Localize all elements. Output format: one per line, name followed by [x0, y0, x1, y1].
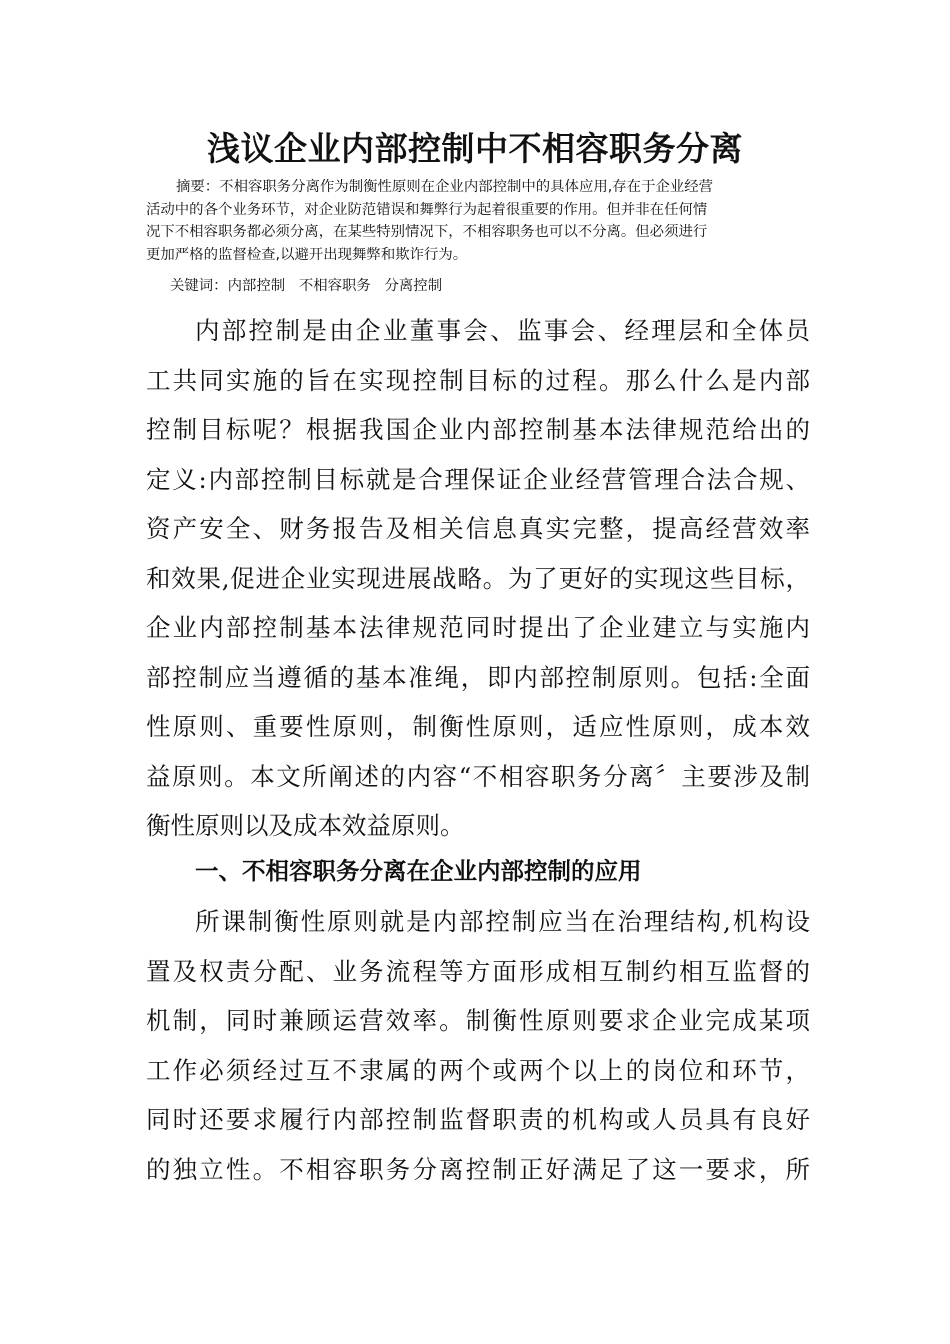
paragraph-line: 同时还要求履行内部控制监督职责的机构或人员具有良好: [146, 1105, 810, 1134]
paragraph-line: 益原则。本文所阐述的内容“不相容职务分离〞主要涉及制: [146, 761, 810, 791]
paragraph-line: 和效果,促进企业实现进展战略。为了更好的实现这些目标，: [146, 563, 810, 593]
document-title: 浅议企业内部控制中不相容职务分离: [207, 129, 743, 168]
paragraph-intro: [146, 306, 810, 851]
abstract: [146, 176, 811, 266]
paragraph-line: 内部控制是由企业董事会、监事会、经理层和全体员: [195, 316, 810, 345]
paragraph-line: 定义:内部控制目标就是合理保证企业经营管理合法合规、: [146, 464, 810, 494]
paragraph-line: 工共同实施的旨在实现控制目标的过程。那么什么是内部: [146, 365, 810, 395]
paragraph-line: 部控制应当遵循的基本准绳，即内部控制原则。包括:全面: [146, 662, 810, 692]
paragraph-line: 机制，同时兼顾运营效率。制衡性原则要求企业完成某项: [146, 1006, 810, 1035]
keywords: 关键词：内部控制 不相容职务 分离控制: [170, 278, 443, 294]
paragraph-line: 所课制衡性原则就是内部控制应当在治理结构,机构设: [195, 907, 810, 936]
paragraph-section-1: [146, 897, 810, 1194]
paragraph-line: 性原则、重要性原则，制衡性原则，适应性原则，成本效: [146, 712, 810, 741]
paragraph-line: 资产安全、财务报告及相关信息真实完整，提高经营效率: [146, 514, 810, 543]
abstract-line: 摘要：不相容职务分离作为制衡性原则在企业内部控制中的具体应用,存在于企业经营: [176, 179, 714, 195]
section-heading: 一、不相容职务分离在企业内部控制的应用: [195, 857, 642, 885]
paragraph-line: 置及权责分配、业务流程等方面形成相互制约相互监督的: [146, 956, 810, 986]
paragraph-line: 衡性原则以及成本效益原则。: [146, 811, 465, 840]
paragraph-line: 控制目标呢？根据我国企业内部控制基本法律规范给出的: [146, 415, 810, 444]
paragraph-line: 企业内部控制基本法律规范同时提出了企业建立与实施内: [146, 613, 810, 642]
abstract-line: 况下不相容职务都必须分离，在某些特别情况下，不相容职务也可以不分离。但必须进行: [146, 224, 708, 241]
paragraph-line: 的独立性。不相容职务分离控制正好满足了这一要求，所: [146, 1154, 810, 1184]
abstract-line: 更加严格的监督检查,以避开出现舞弊和欺诈行为。: [146, 246, 468, 263]
paragraph-line: 工作必须经过互不隶属的两个或两个以上的岗位和环节，: [146, 1055, 810, 1085]
abstract-line: 活动中的各个业务环节，对企业防范错误和舞弊行为起着很重要的作用。但并非在任何情: [146, 201, 708, 218]
